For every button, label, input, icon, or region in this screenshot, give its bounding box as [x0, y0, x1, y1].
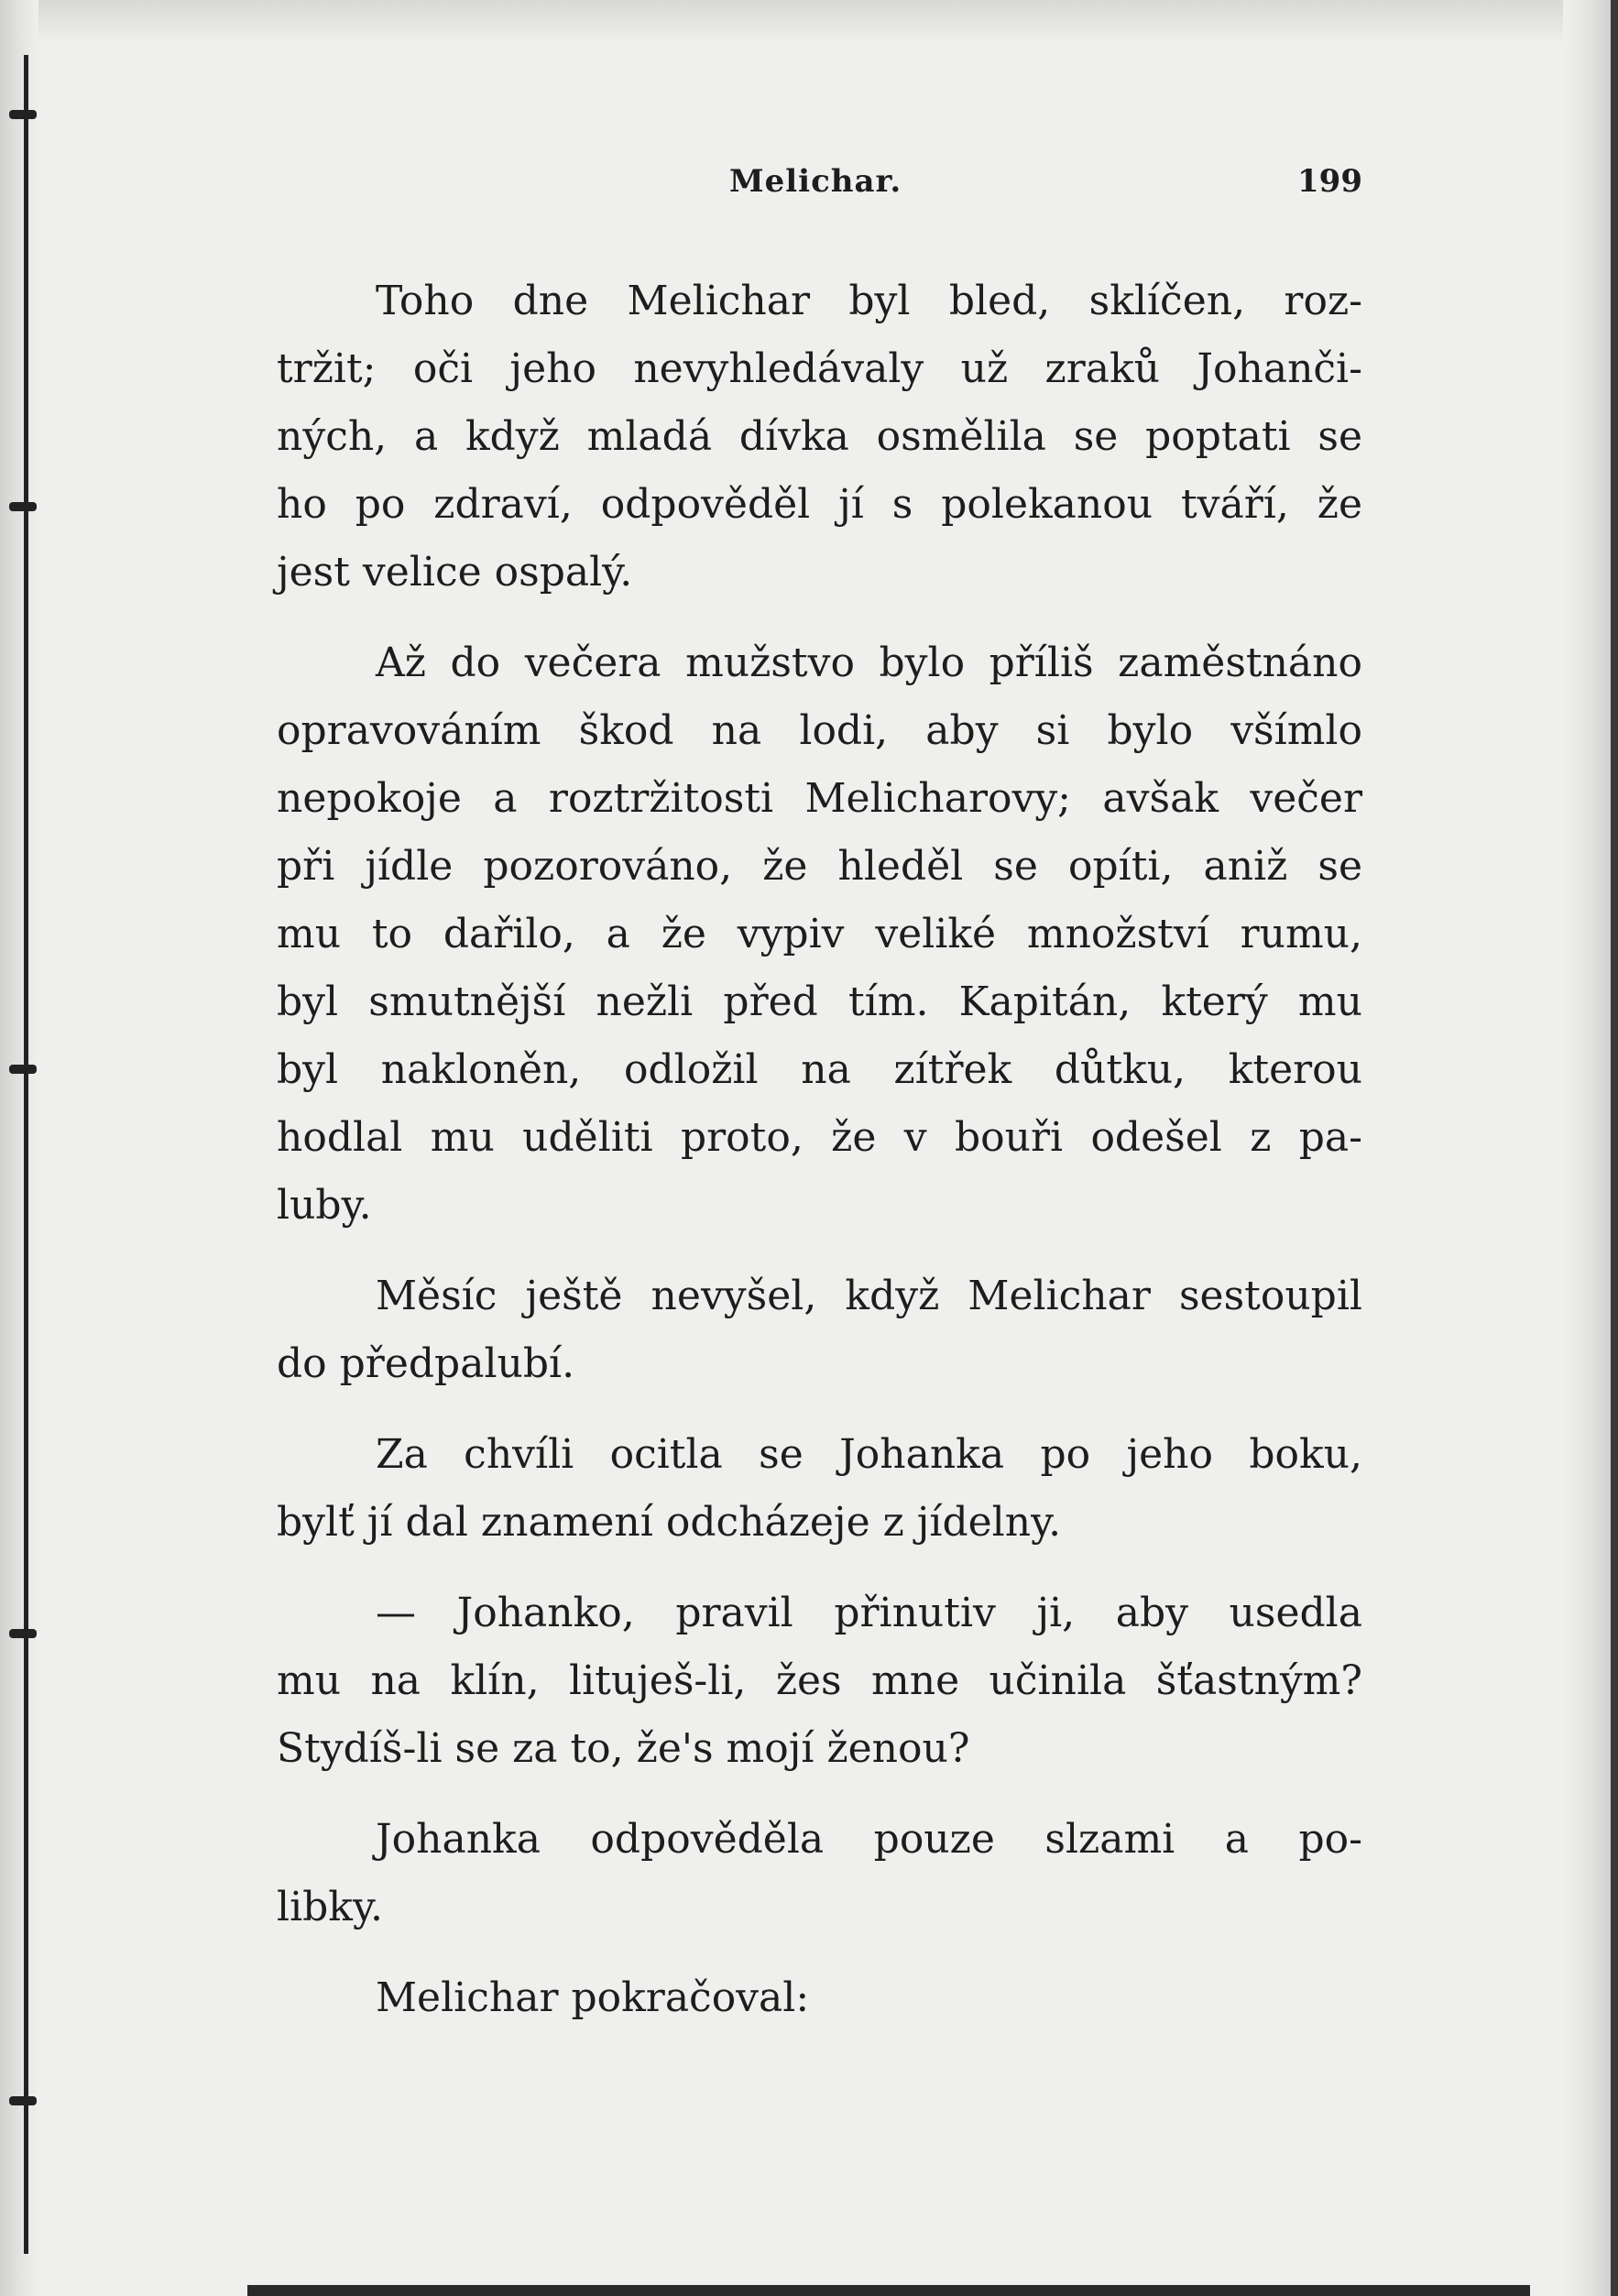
- running-head: [277, 163, 1362, 209]
- text-line: opravováním škod na lodi, aby si bylo všímlo: [277, 707, 1362, 754]
- text-line: tržit; oči jeho nevyhledávaly už zraků Johanči-: [277, 345, 1362, 392]
- text-line: libky.: [277, 1884, 383, 1930]
- binding-line: [24, 55, 28, 2254]
- binding-mark: [9, 502, 37, 511]
- text-line: Melichar pokračoval:: [376, 1974, 810, 2021]
- text-line: bylť jí dal znamení odcházeje z jídelny.: [277, 1499, 1062, 1546]
- text-line: mu na klín, lituješ-li, žes mne učinila šťastným?: [277, 1657, 1362, 1704]
- text-line: Až do večera mužstvo bylo příliš zaměstnáno: [376, 640, 1362, 686]
- paragraph: [277, 268, 1362, 607]
- text-line: byl smutnější nežli před tím. Kapitán, který mu: [277, 979, 1362, 1025]
- page-number: 199: [1297, 163, 1362, 200]
- text-line: ných, a když mladá dívka osmělila se poptati se: [277, 413, 1362, 460]
- text-line: Za chvíli ocitla se Johanka po jeho boku,: [376, 1431, 1362, 1478]
- binding-mark: [9, 1629, 37, 1638]
- paragraph: [277, 1580, 1362, 1783]
- text-line: ho po zdraví, odpověděl jí s polekanou tváří, že: [277, 481, 1362, 528]
- binding-mark: [9, 110, 37, 119]
- text-line: do předpalubí.: [277, 1340, 575, 1387]
- paragraph: [277, 1263, 1362, 1398]
- scan-edge-left: [0, 0, 38, 2296]
- paragraph: [277, 629, 1362, 1240]
- paragraph: [277, 1806, 1362, 1941]
- text-line: Johanka odpověděla pouze slzami a po-: [376, 1816, 1362, 1863]
- text-line: Toho dne Melichar byl bled, sklíčen, roz-: [376, 278, 1362, 324]
- scan-bottom-border: [247, 2285, 1530, 2296]
- binding-mark: [9, 1065, 37, 1074]
- paragraph: [277, 1421, 1362, 1557]
- text-line: Měsíc ještě nevyšel, když Melichar sestoupil: [376, 1273, 1362, 1319]
- text-line: mu to dařilo, a že vypiv veliké množství rumu,: [277, 911, 1362, 957]
- paragraph: [277, 1964, 1362, 2032]
- text-line: Stydíš-li se za to, že's mojí ženou?: [277, 1725, 970, 1772]
- text-line: při jídle pozorováno, že hleděl se opíti, aniž se: [277, 843, 1362, 890]
- text-line: jest velice ospalý.: [277, 549, 633, 596]
- text-line: hodlal mu uděliti proto, že v bouři odešel z pa-: [277, 1114, 1362, 1161]
- running-title: Melichar.: [729, 163, 902, 200]
- text-line: — Johanko, pravil přinutiv ji, aby usedla: [376, 1590, 1362, 1636]
- scan-edge-top: [0, 0, 1618, 44]
- text-line: luby.: [277, 1182, 372, 1229]
- binding-mark: [9, 2096, 37, 2105]
- text-line: byl nakloněn, odložil na zítřek důtku, kterou: [277, 1046, 1362, 1093]
- text-line: nepokoje a roztržitosti Melicharovy; avšak večer: [277, 775, 1362, 822]
- scan-edge-right: [1563, 0, 1618, 2296]
- body-text: [277, 268, 1362, 2032]
- scan-right-border: [1611, 0, 1618, 2296]
